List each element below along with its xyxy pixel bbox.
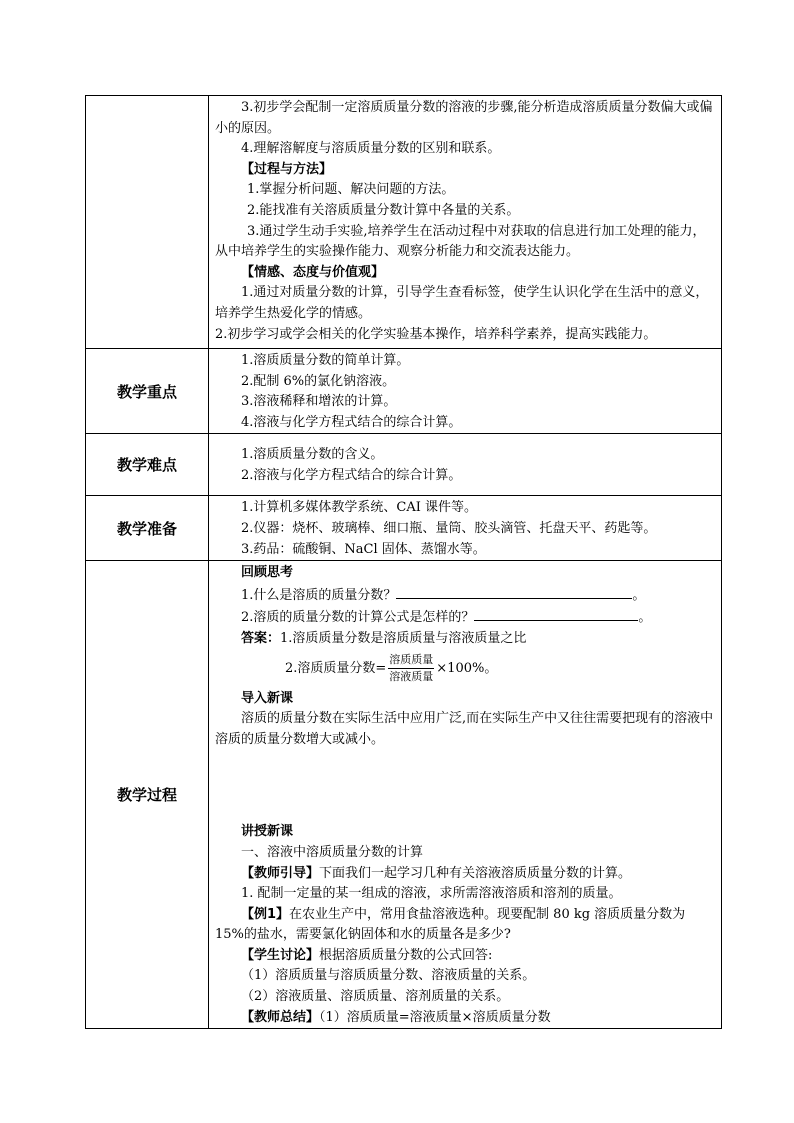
objectives-label-cell [86,96,209,349]
preparation-label: 教学准备 [86,496,209,561]
process-content [209,561,722,1029]
review-question-2: 2.溶质的质量分数的计算公式是怎样的？ 。 [215,606,715,629]
process-row [86,561,722,1029]
student-discussion: 【学生讨论】根据溶质质量分数的公式回答: [241,947,493,963]
spacer [215,750,715,822]
review-question-1: 1.什么是溶质的质量分数？ 。 [215,584,715,607]
key-points-row [86,349,722,434]
preparation-content [209,496,722,561]
key-point-4: 4.溶液与化学方程式结合的综合计算。 [241,414,462,430]
key-point-3: 3.溶液稀释和增浓的计算。 [241,394,397,410]
preparation-2: 2.仪器：烧杯、玻璃棒、细口瓶、量筒、胶头滴管、托盘天平、药匙等。 [241,520,657,536]
process-item-1: 1.掌握分析问题、解决问题的方法。 [247,182,455,198]
emotion-item-1: 1.通过对质量分数的计算，引导学生查看标签，使学生认识化学在生活中的意义，培养学生热爱化学的情感。 [215,285,709,321]
difficulties-content [209,434,722,496]
answer-blank-1 [396,584,632,599]
key-points-label: 教学重点 [86,349,209,434]
objectives-row [86,96,722,349]
difficulties-label: 教学难点 [86,434,209,496]
item-1: 1. 配制一定量的某一组成的溶液，求所需溶液溶质和溶剂的质量。 [241,886,622,902]
process-item-3: 3.通过学生动手实验,培养学生在活动过程中对获取的信息进行加工处理的能力，从中培养学生的实验操作能力、观察分析能力和交流表达能力。 [215,223,706,260]
objectives-content [209,96,722,349]
key-point-2: 2.配制 6%的氯化钠溶液。 [241,373,396,389]
mass-fraction: $\frac{\text{溶质质量}}{\text{溶液质量}}$ [389,652,434,683]
teacher-summary: 【教师总结】（1）溶质质量=溶液质量×溶质质量分数 [241,1009,551,1025]
difficulty-1: 1.溶质质量分数的含义。 [241,447,384,463]
objective-4: 4.理解溶解度与溶质质量分数的区别和联系。 [241,141,501,157]
process-method-heading: 【过程与方法】 [241,161,333,177]
answer-2-formula: 2.溶质质量分数= $\frac{\text{溶质质量}}{\text{溶液质量}}$ ×100%。 [285,652,498,683]
process-item-2: 2.能找准有关溶质质量分数计算中各量的关系。 [247,202,520,218]
process-label: 教学过程 [86,561,209,1029]
difficulties-row [86,434,722,496]
key-points-content [209,349,722,434]
preparation-3: 3.药品：硫酸铜、NaCl 固体、蒸馏水等。 [241,541,486,557]
key-point-1: 1.溶质质量分数的简单计算。 [241,353,410,368]
discussion-2: （2）溶液质量、溶质质量、溶剂质量的关系。 [241,989,510,1005]
section-1-title: 一、溶液中溶质质量分数的计算 [241,844,424,860]
intro-heading: 导入新课 [241,690,294,706]
objective-3: 3.初步学会配制一定溶质质量分数的溶液的步骤,能分析造成溶质质量分数偏大或偏小的原因。 [215,100,713,136]
difficulty-2: 2.溶液与化学方程式结合的综合计算。 [241,467,462,483]
lesson-plan-table [85,95,722,1029]
new-lesson-heading: 讲授新课 [241,824,294,840]
example-1: 【例1】在农业生产中，常用食盐溶液选种。现要配制 80 kg 溶质质量分数为 15%的盐水，需要氯化钠固体和水的质量各是多少? [215,906,686,943]
emotion-item-2: 2.初步学习或学会相关的化学实验基本操作，培养科学素养，提高实践能力。 [215,326,657,342]
answer-blank-2 [474,606,638,621]
preparation-row [86,496,722,561]
answer-1: 答案：1.溶质质量分数是溶质质量与溶液质量之比 [241,630,527,646]
discussion-1: （1）溶质质量与溶质质量分数、溶液质量的关系。 [241,968,536,984]
preparation-1: 1.计算机多媒体教学系统、CAI 课件等。 [241,500,478,516]
intro-text: 溶质的质量分数在实际生活中应用广泛,而在实际生产中又往往需要把现有的溶液中溶质的质量分数增大或减小。 [215,711,714,747]
review-heading: 回顾思考 [241,565,294,581]
teacher-guide: 【教师引导】下面我们一起学习几种有关溶液溶质质量分数的计算。 [241,865,632,881]
emotion-heading: 【情感、态度与价值观】 [241,264,385,280]
